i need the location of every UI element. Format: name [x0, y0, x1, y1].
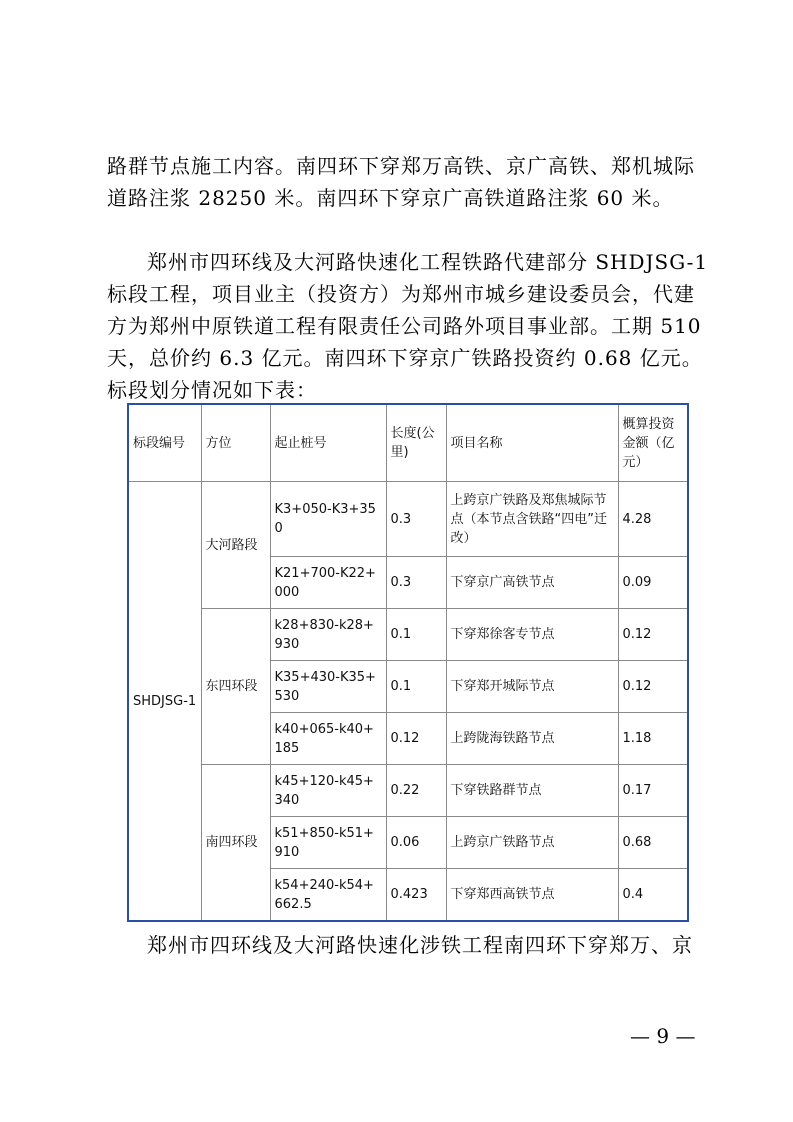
header-amount: 概算投资金额（亿元） [618, 404, 688, 482]
page-number: — 9 — [630, 1024, 696, 1048]
stake-cell: k54+240-k54+662.5 [270, 869, 386, 922]
stake-cell: k40+065-k40+185 [270, 713, 386, 765]
amount-cell: 0.17 [618, 765, 688, 817]
length-cell: 0.22 [386, 765, 446, 817]
amount-cell: 1.18 [618, 713, 688, 765]
direction-cell: 大河路段 [201, 482, 270, 609]
stake-cell: k28+830-k28+930 [270, 609, 386, 661]
length-cell: 0.3 [386, 482, 446, 557]
length-cell: 0.423 [386, 869, 446, 922]
stake-cell: K3+050-K3+350 [270, 482, 386, 557]
length-cell: 0.1 [386, 661, 446, 713]
project-name-cell: 上跨陇海铁路节点 [446, 713, 618, 765]
direction-cell: 南四环段 [201, 765, 270, 922]
header-section-id: 标段编号 [128, 404, 201, 482]
paragraph-intro [107, 150, 697, 214]
paragraph-line: 郑州市四环线及大河路快速化工程铁路代建部分 SHDJSG-1 [147, 250, 709, 274]
table-row [128, 482, 688, 557]
bid-section-table [127, 403, 689, 922]
length-cell: 0.12 [386, 713, 446, 765]
amount-cell: 0.4 [618, 869, 688, 922]
header-project-name: 项目名称 [446, 404, 618, 482]
paragraph-line: 标段工程，项目业主（投资方）为郑州市城乡建设委员会，代建 [107, 282, 695, 306]
header-direction: 方位 [201, 404, 270, 482]
project-name-cell: 下穿京广高铁节点 [446, 557, 618, 609]
direction-cell: 东四环段 [201, 609, 270, 765]
project-name-cell: 下穿铁路群节点 [446, 765, 618, 817]
paragraph-line: 道路注浆 28250 米。南四环下穿京广高铁道路注浆 60 米。 [107, 186, 674, 210]
table-row [128, 609, 688, 661]
paragraph-line: 方为郑州中原铁道工程有限责任公司路外项目事业部。工期 510 [107, 314, 702, 338]
project-name-cell: 上跨京广铁路节点 [446, 817, 618, 869]
stake-cell: K35+430-K35+530 [270, 661, 386, 713]
project-name-cell: 下穿郑开城际节点 [446, 661, 618, 713]
header-length: 长度(公里) [386, 404, 446, 482]
paragraph-continuation [147, 929, 707, 961]
paragraph-line: 天，总价约 6.3 亿元。南四环下穿京广铁路投资约 0.68 亿元。 [107, 346, 703, 370]
header-stake: 起止桩号 [270, 404, 386, 482]
project-name-cell: 下穿郑西高铁节点 [446, 869, 618, 922]
amount-cell: 0.12 [618, 661, 688, 713]
length-cell: 0.06 [386, 817, 446, 869]
amount-cell: 0.68 [618, 817, 688, 869]
paragraph-line: 路群节点施工内容。南四环下穿郑万高铁、京广高铁、郑机城际 [107, 154, 695, 178]
amount-cell: 4.28 [618, 482, 688, 557]
length-cell: 0.3 [386, 557, 446, 609]
stake-cell: k51+850-k51+910 [270, 817, 386, 869]
amount-cell: 0.12 [618, 609, 688, 661]
stake-cell: K21+700-K22+000 [270, 557, 386, 609]
paragraph-line: 标段划分情况如下表： [107, 378, 317, 402]
paragraph-line: 郑州市四环线及大河路快速化涉铁工程南四环下穿郑万、京 [147, 933, 693, 957]
project-name-cell: 上跨京广铁路及郑焦城际节点（本节点含铁路“四电”迁改） [446, 482, 618, 557]
length-cell: 0.1 [386, 609, 446, 661]
section-id-cell: SHDJSG-1 [128, 482, 201, 922]
stake-cell: k45+120-k45+340 [270, 765, 386, 817]
table-row [128, 765, 688, 817]
paragraph-project [107, 246, 709, 406]
project-name-cell: 下穿郑徐客专节点 [446, 609, 618, 661]
table-header-row [128, 404, 688, 482]
amount-cell: 0.09 [618, 557, 688, 609]
